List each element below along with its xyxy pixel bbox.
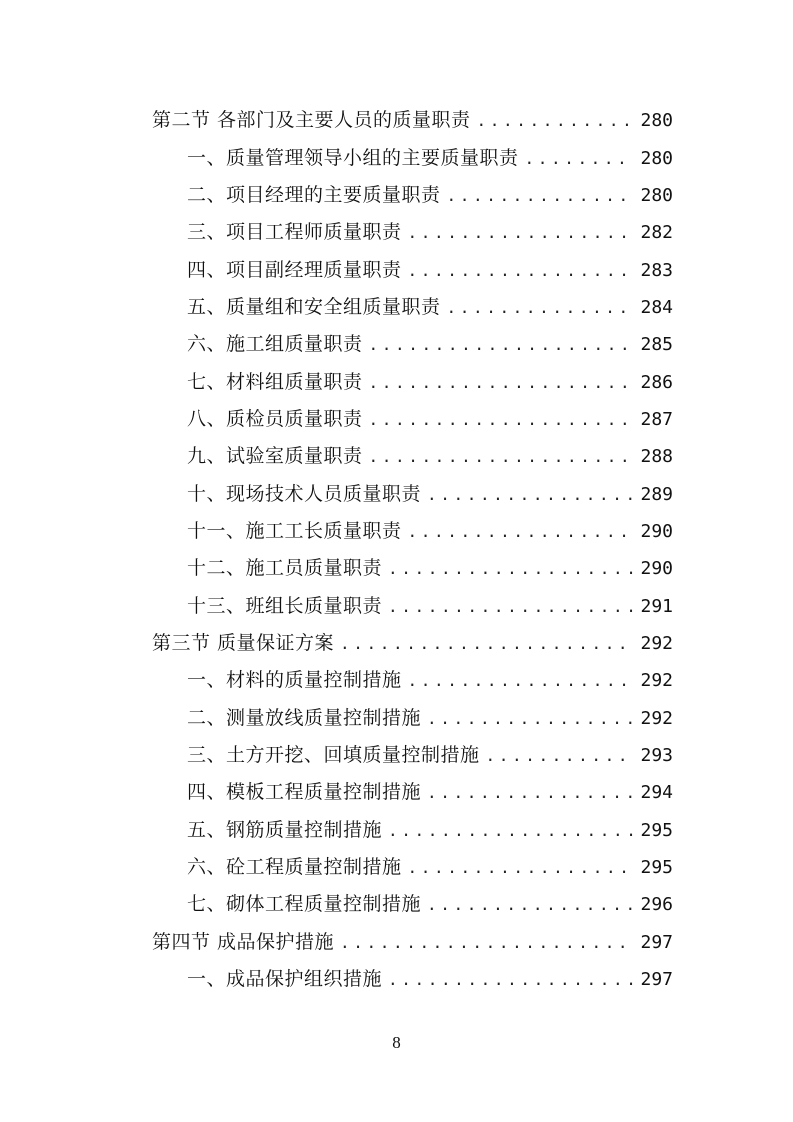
toc-entry[interactable]	[0, 548, 793, 585]
toc-entry-title: 六、施工组质量职责	[187, 333, 363, 356]
toc-entry-title: 一、质量管理领导小组的主要质量职责	[187, 146, 519, 169]
toc-entry-page: 292	[640, 632, 673, 654]
toc-entry-section-3[interactable]	[0, 623, 793, 660]
page-number: 8	[392, 1033, 401, 1052]
toc-entry-title: 十三、班组长质量职责	[187, 594, 383, 617]
toc-entry-title: 一、成品保护组织措施	[187, 968, 383, 991]
toc-leader-dots	[408, 671, 635, 690]
toc-entry-title: 十、现场技术人员质量职责	[187, 482, 422, 505]
toc-entry-title: 第四节 成品保护措施	[152, 930, 335, 953]
toc-leader-dots	[388, 559, 634, 578]
toc-entry[interactable]	[0, 847, 793, 884]
toc-entry-title: 七、砌体工程质量控制措施	[187, 893, 422, 916]
toc-entry-title: 四、模板工程质量控制措施	[187, 781, 422, 804]
toc-entry[interactable]	[0, 511, 793, 548]
toc-entry-title: 二、项目经理的主要质量职责	[187, 183, 441, 206]
toc-leader-dots	[340, 933, 634, 952]
toc-entry-page: 283	[640, 259, 673, 281]
toc-entry-title: 十二、施工员质量职责	[187, 557, 383, 580]
toc-entry-page: 290	[640, 558, 673, 580]
toc-entry[interactable]	[0, 810, 793, 847]
toc-leader-dots	[369, 410, 635, 429]
toc-leader-dots	[525, 149, 635, 168]
toc-entry-page: 295	[640, 857, 673, 879]
toc-entry-title: 五、钢筋质量控制措施	[187, 818, 383, 841]
toc-entry[interactable]	[0, 249, 793, 286]
toc-entry-page: 284	[640, 296, 673, 318]
table-of-contents	[0, 100, 793, 996]
toc-entry-page: 289	[640, 483, 673, 505]
toc-leader-dots	[388, 597, 634, 616]
toc-entry[interactable]	[0, 884, 793, 921]
toc-leader-dots	[369, 373, 635, 392]
toc-leader-dots	[408, 223, 635, 242]
toc-leader-dots	[427, 709, 634, 728]
toc-leader-dots	[408, 261, 635, 280]
toc-entry-title: 六、砼工程质量控制措施	[187, 856, 402, 879]
toc-leader-dots	[447, 298, 635, 317]
toc-entry-title: 三、项目工程师质量职责	[187, 221, 402, 244]
toc-entry-page: 280	[640, 184, 673, 206]
toc-entry-page: 290	[640, 520, 673, 542]
toc-leader-dots	[388, 821, 634, 840]
toc-entry-title: 第三节 质量保证方案	[152, 631, 335, 654]
toc-entry[interactable]	[0, 735, 793, 772]
toc-entry-title: 五、质量组和安全组质量职责	[187, 295, 441, 318]
toc-leader-dots	[369, 447, 635, 466]
toc-entry[interactable]	[0, 436, 793, 473]
toc-entry-title: 八、质检员质量职责	[187, 407, 363, 430]
toc-entry[interactable]	[0, 175, 793, 212]
toc-entry[interactable]	[0, 660, 793, 697]
toc-entry-page: 296	[640, 894, 673, 916]
toc-entry-page: 280	[640, 147, 673, 169]
toc-entry-page: 297	[640, 931, 673, 953]
toc-leader-dots	[427, 895, 634, 914]
toc-entry-page: 282	[640, 222, 673, 244]
toc-leader-dots	[427, 485, 634, 504]
toc-entry[interactable]	[0, 585, 793, 622]
toc-entry-page: 286	[640, 371, 673, 393]
toc-entry-page: 294	[640, 782, 673, 804]
toc-entry[interactable]	[0, 959, 793, 996]
toc-entry-title: 三、土方开挖、回填质量控制措施	[187, 744, 480, 767]
toc-entry-page: 285	[640, 334, 673, 356]
toc-entry-title: 二、测量放线质量控制措施	[187, 706, 422, 729]
toc-entry-title: 九、试验室质量职责	[187, 445, 363, 468]
toc-entry-title: 一、材料的质量控制措施	[187, 669, 402, 692]
toc-entry-title: 七、材料组质量职责	[187, 370, 363, 393]
toc-entry-title: 四、项目副经理质量职责	[187, 258, 402, 281]
toc-entry-page: 287	[640, 408, 673, 430]
toc-entry-page: 295	[640, 819, 673, 841]
toc-leader-dots	[408, 522, 635, 541]
toc-leader-dots	[388, 970, 634, 989]
toc-leader-dots	[447, 186, 635, 205]
toc-entry-page: 280	[640, 110, 673, 132]
toc-entry-page: 292	[640, 707, 673, 729]
toc-entry[interactable]	[0, 473, 793, 510]
toc-entry-title: 十一、施工工长质量职责	[187, 519, 402, 542]
toc-leader-dots	[486, 746, 635, 765]
toc-leader-dots	[477, 111, 635, 130]
toc-entry-page: 297	[640, 969, 673, 991]
toc-leader-dots	[369, 335, 635, 354]
toc-entry-page: 293	[640, 745, 673, 767]
toc-entry[interactable]	[0, 324, 793, 361]
toc-entry-section-2[interactable]	[0, 100, 793, 137]
toc-entry[interactable]	[0, 399, 793, 436]
toc-entry-page: 292	[640, 670, 673, 692]
toc-leader-dots	[427, 783, 634, 802]
toc-entry[interactable]	[0, 212, 793, 249]
toc-leader-dots	[408, 858, 635, 877]
toc-entry[interactable]	[0, 698, 793, 735]
toc-entry[interactable]	[0, 287, 793, 324]
toc-entry[interactable]	[0, 772, 793, 809]
toc-entry-title: 第二节 各部门及主要人员的质量职责	[152, 109, 471, 132]
toc-entry-page: 291	[640, 595, 673, 617]
toc-entry[interactable]	[0, 361, 793, 398]
toc-entry[interactable]	[0, 137, 793, 174]
toc-entry-page: 288	[640, 446, 673, 468]
toc-entry-section-4[interactable]	[0, 922, 793, 959]
toc-leader-dots	[340, 634, 634, 653]
